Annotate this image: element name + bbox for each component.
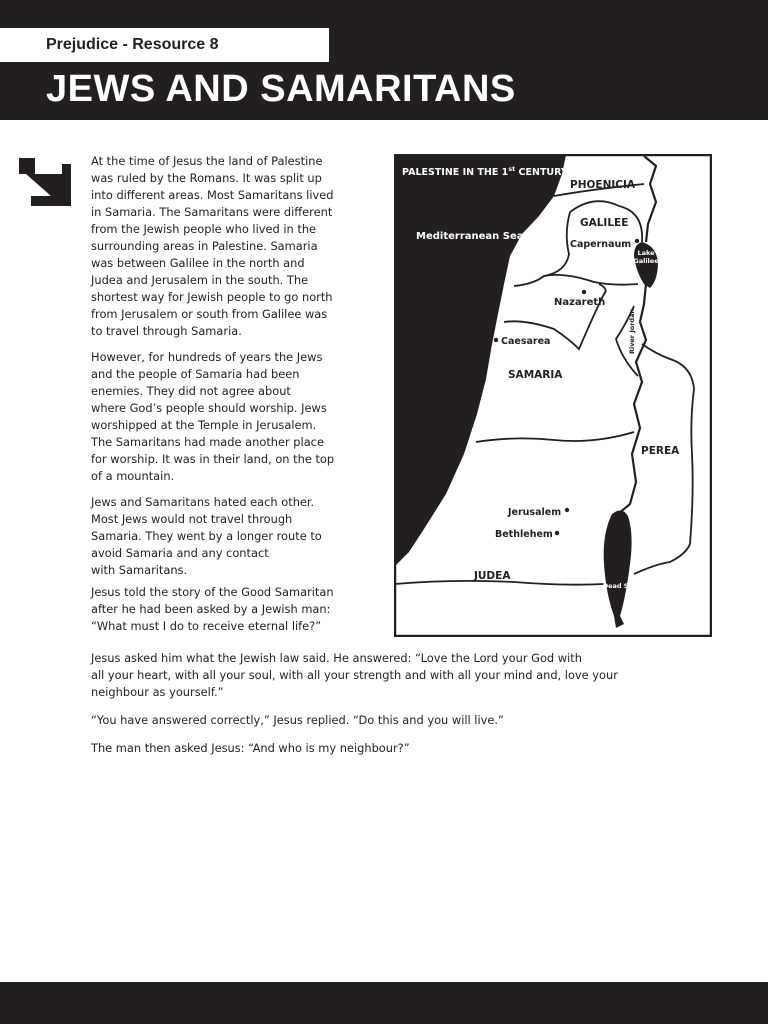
header-band (0, 0, 768, 120)
paragraph-2: However, for hundreds of years the Jews and the people of Samaria had been enemies. They did not agree about where God’s people should worship. Jews worshipped at the Temple in Jerusalem. The Samaritans had made another place for worship. It was in their land, on the top of a mountain. (91, 350, 335, 483)
paragraph-7: The man then asked Jesus: “And who is my neighbour?” (91, 741, 410, 755)
label-bethlehem: Bethlehem (495, 529, 553, 540)
label-lake-1: Lake (637, 249, 655, 257)
map-title: PALESTINE IN THE 1st CENTURY (402, 165, 568, 178)
palestine-map (394, 154, 712, 637)
label-nazareth: Nazareth (554, 297, 606, 308)
label-galilee: GALILEE (580, 217, 629, 229)
resource-label: Prejudice - Resource 8 (46, 36, 219, 53)
label-caesarea: Caesarea (501, 336, 551, 347)
resource-tag (0, 28, 329, 62)
paragraph-1: At the time of Jesus the land of Palestine was ruled by the Romans. It was split up into different areas. Most Samaritans lived in Samaria. The Samaritans were different from the Jewish people who lived in the surrounding areas in Palestine. Samaria was between Galilee in the north and Judea and Jerusalem in the south. The shortest way for Jewish people to go north from Jerusalem or south from Galilee was to travel through Samaria. (91, 154, 334, 338)
label-lake-2: Galilee (633, 257, 659, 265)
capernaum-dot (635, 239, 639, 243)
paragraph-4: Jesus told the story of the Good Samaritan after he had been asked by a Jewish man: “What must I do to receive eternal life?” (91, 585, 334, 633)
label-mediterranean: Mediterranean Sea (416, 231, 524, 242)
nazareth-dot (582, 290, 586, 294)
caesarea-dot (494, 338, 498, 342)
footer-band (0, 982, 768, 1024)
page-title: JEWS AND SAMARITANS (46, 68, 516, 110)
label-perea: PEREA (641, 445, 680, 457)
label-jerusalem: Jerusalem (508, 507, 562, 518)
label-dead-sea: Dead Sea (602, 582, 638, 590)
intro-text (91, 153, 366, 644)
bethlehem-dot (555, 531, 559, 535)
paragraph-3: Jews and Samaritans hated each other. Most Jews would not travel through Samaria. They went by a longer route to avoid Samaria and any contact with Samaritans. (91, 495, 322, 577)
label-judea: JUDEA (474, 570, 511, 582)
label-river-jordan: River Jordan (628, 308, 636, 354)
story-text (91, 650, 691, 768)
label-phoenicia: PHOENICIA (570, 179, 636, 191)
label-capernaum: Capernaum (570, 239, 632, 250)
paragraph-6: “You have answered correctly,” Jesus replied. “Do this and you will live.” (91, 713, 504, 727)
paragraph-5: Jesus asked him what the Jewish law said. He answered: “Love the Lord your God with all your heart, with all your soul, with all your strength and with all your mind and, love your neighbour as yourself.” (91, 651, 618, 699)
jerusalem-dot (565, 508, 569, 512)
arrow-down-right-icon (17, 156, 73, 208)
label-samaria: SAMARIA (508, 369, 563, 381)
